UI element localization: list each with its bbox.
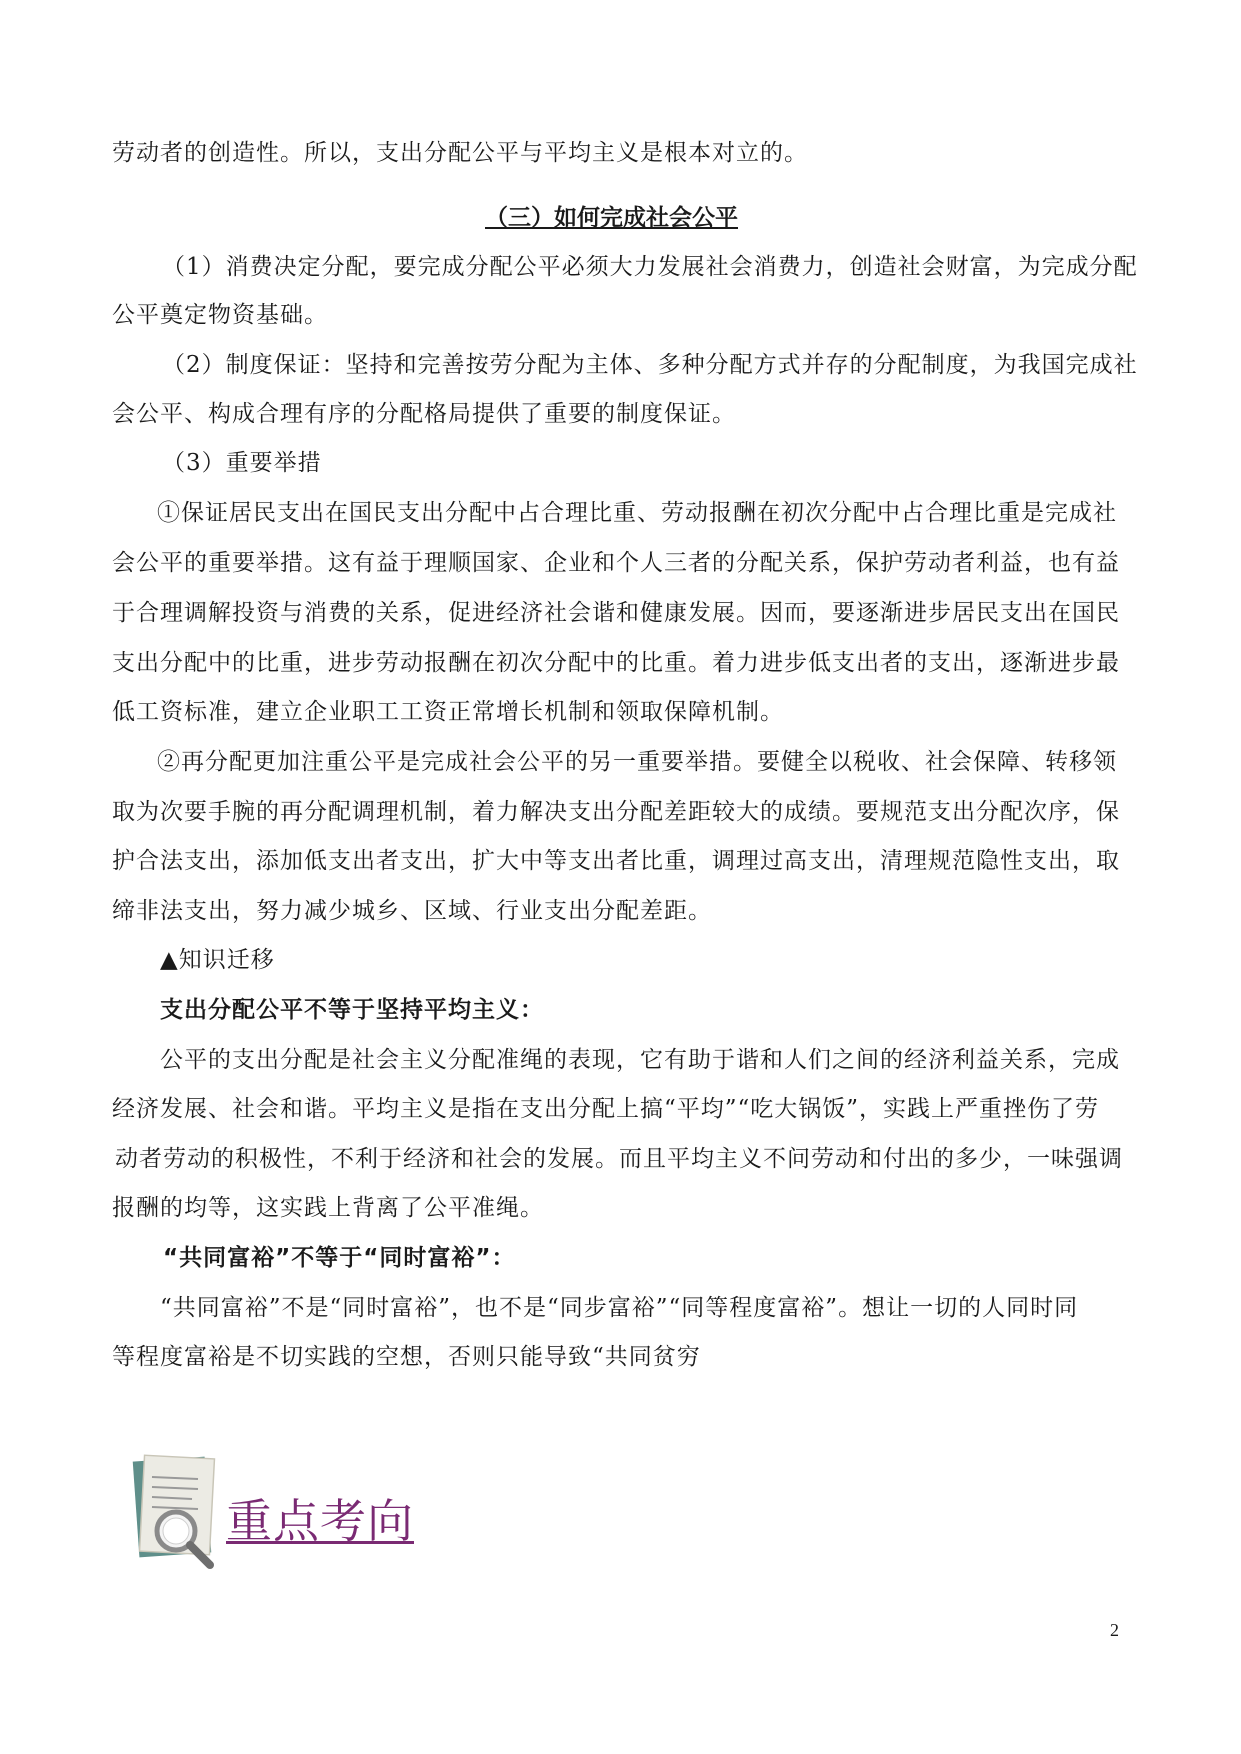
text-line: 报酬的均等，这实践上背离了公平准绳。 xyxy=(112,1195,544,1221)
text-line: ▲知识迁移 xyxy=(160,947,275,973)
text-line: 等程度富裕是不切实践的空想，否则只能导致“共同贫穷 xyxy=(112,1344,701,1370)
badge-title: 重点考向 xyxy=(226,1494,414,1548)
text-line: 取为次要手腕的再分配调理机制，着力解决支出分配差距较大的成绩。要规范支出分配次序，保 xyxy=(112,799,1120,825)
text-line: ②再分配更加注重公平是完成社会公平的另一重要举措。要健全以税收、社会保障、转移领 xyxy=(157,749,1117,775)
text-line: 缔非法支出，努力减少城乡、区域、行业支出分配差距。 xyxy=(112,898,712,924)
text-line: 动者劳动的积极性，不利于经济和社会的发展。而且平均主义不问劳动和付出的多少，一味强调 xyxy=(115,1146,1123,1172)
text-line: （3）重要举措 xyxy=(162,450,322,476)
bold-subheading: “共同富裕”不等于“同时富裕”： xyxy=(163,1245,516,1271)
text-line: 护合法支出，添加低支出者支出，扩大中等支出者比重，调理过高支出，清理规范隐性支出，取 xyxy=(112,848,1120,874)
text-line: 公平奠定物资基础。 xyxy=(112,302,328,328)
magnifier-document-icon xyxy=(128,1445,238,1580)
text-line: ①保证居民支出在国民支出分配中占合理比重、劳动报酬在初次分配中占合理比重是完成社 xyxy=(157,500,1117,526)
text-line: 公平的支出分配是社会主义分配准绳的表现，它有助于谐和人们之间的经济利益关系，完成 xyxy=(160,1047,1120,1073)
page-number: 2 xyxy=(1110,1620,1119,1640)
key-points-badge xyxy=(128,1445,458,1585)
text-line: （2）制度保证：坚持和完善按劳分配为主体、多种分配方式并存的分配制度，为我国完成社 xyxy=(162,352,1138,378)
text-line: “共同富裕”不是“同时富裕”，也不是“同步富裕”“同等程度富裕”。想让一切的人同时同 xyxy=(160,1295,1079,1321)
bold-subheading: 支出分配公平不等于坚持平均主义： xyxy=(160,997,544,1023)
text-line: 支出分配中的比重，进步劳动报酬在初次分配中的比重。着力进步低支出者的支出，逐渐进步最 xyxy=(112,650,1120,676)
text-line: 会公平、构成合理有序的分配格局提供了重要的制度保证。 xyxy=(112,401,736,427)
text-line: 低工资标准，建立企业职工工资正常增长机制和领取保障机制。 xyxy=(112,699,784,725)
text-line: 经济发展、社会和谐。平均主义是指在支出分配上搞“平均”“吃大锅饭”，实践上严重挫伤了劳 xyxy=(112,1096,1100,1122)
text-line: 于合理调解投资与消费的关系，促进经济社会谐和健康发展。因而，要逐渐进步居民支出在国民 xyxy=(112,600,1120,626)
text-line: 劳动者的创造性。所以，支出分配公平与平均主义是根本对立的。 xyxy=(112,140,808,166)
text-line: （1）消费决定分配，要完成分配公平必须大力发展社会消费力，创造社会财富，为完成分配 xyxy=(162,254,1138,280)
text-line: 会公平的重要举措。这有益于理顺国家、企业和个人三者的分配关系，保护劳动者利益，也有益 xyxy=(112,550,1120,576)
section-heading: （三）如何完成社会公平 xyxy=(485,205,738,231)
